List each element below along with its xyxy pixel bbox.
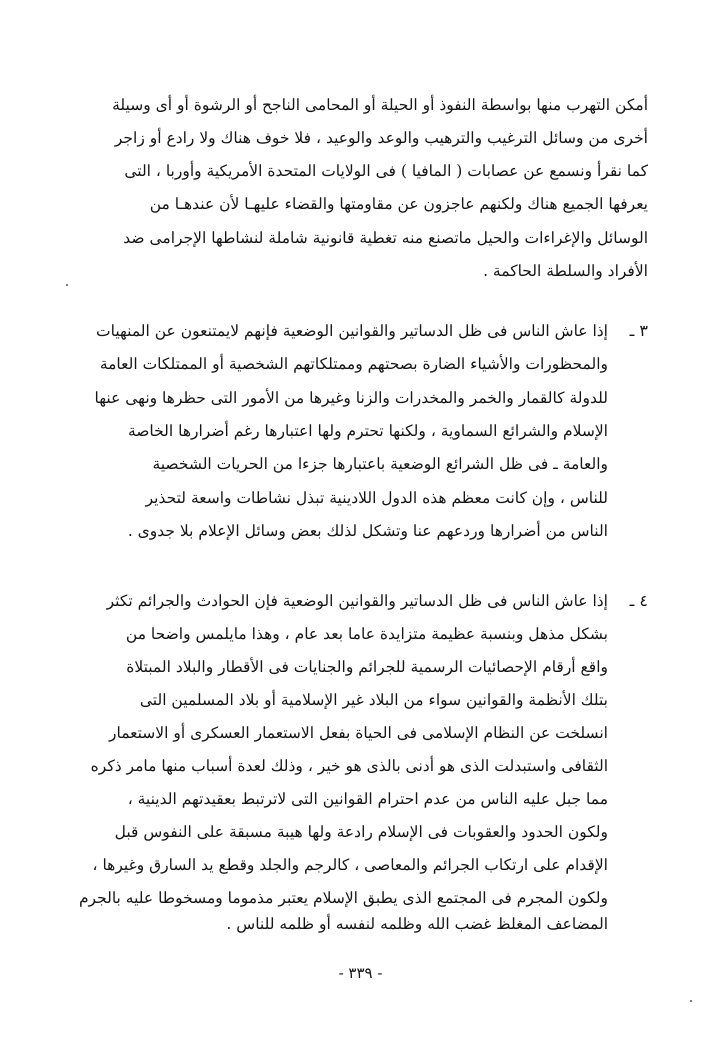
text-line: بتلك الأنظمة والقوانين سواء من البلاد غير الإسلامية أو بلاد المسلمين التى [139, 691, 608, 709]
text-line: كما نقرأ ونسمع عن عصابات ( المافيا ) فى الولايات المتحدة الأمريكية وأوربا ، التى [124, 162, 648, 180]
text-line: الثقافى واستبدلت الذى هو أدنى بالذى هو خير ، وذلك لعدة أسباب منها مامر ذكره [90, 757, 608, 775]
text-line: والمحظورات والأشياء الضارة بصحتهم وممتلكاتهم الشخصية أو الممتلكات العامة [99, 355, 608, 373]
text-line: المضاعف المغلظ غضب الله وظلمه لنفسه أو ظلمه للناس . [226, 915, 608, 933]
scan-speck [690, 1000, 692, 1002]
text-line: أخرى من وسائل الترغيب والترهيب والوعد والوعيد ، فلا خوف هناك ولا رادع أو زاجر [114, 129, 648, 147]
text-line: الوسائل والإغراءات والحيل ماتصنع منه تغطية قانونية شاملة لنشاطها الإجرامى ضد [123, 229, 648, 247]
list-marker: ٣ ـ [629, 321, 648, 340]
text-line: انسلخت عن النظام الإسلامى فى الحياة بفعل الاستعمار العسكرى أو الاستعمار [108, 724, 608, 742]
text-line: إذا عاش الناس فى ظل الدساتير والقوانين الوضعية فإنهم لايمتنعون عن المنهيات [96, 322, 608, 340]
text-line: الإسلام والشرائع السماوية ، ولكنها تحترم ولها اعتبارها رغم أضرارها الخاصة [127, 422, 608, 440]
text-line: أمكن التهرب منها بواسطة النفوذ أو الحيلة أو المحامى الناجح أو الرشوة أو أى وسيلة [112, 96, 648, 114]
page-number: - ٣٣٩ - [338, 964, 383, 982]
text-line: الإقدام على ارتكاب الجرائم والمعاصى ، كالرجم والجلد وقطع يد السارق وغيرها ، [92, 856, 608, 874]
text-line: ولكون الحدود والعقوبات فى الإسلام رادعة ولها هيبة مسبقة على النفوس قبل [114, 823, 608, 841]
text-line: واقع أرقام الإحصائيات الرسمية للجرائم والجنايات فى الأقطار والبلاد المبتلاة [126, 658, 608, 676]
text-line: والعامة ـ فى ظل الشرائع الوضعية باعتبارها جزءا من الحريات الشخصية [152, 455, 608, 473]
text-line: للناس ، وإن كانت معظم هذه الدول اللادينية تبذل نشاطات واسعة لتحذير [145, 489, 608, 507]
text-line: يعرفها الجميع هناك ولكنهم عاجزون عن مقاومتها والقضاء عليهـا لأن عندهـا من [149, 195, 648, 213]
text-line: ولكون المجرم فى المجتمع الذى يطبق الإسلام يعتبر مذموما ومسخوطا عليه بالجرم [78, 889, 608, 907]
text-line: مما جبل عليه الناس من عدم احترام القوانين التى لاترتبط بعقيدتهم الدينية ، [127, 790, 608, 808]
text-line: للدولة كالقمار والخمر والمخدرات والزنا وغيرها من الأمور التى حظرها ونهى عنها [94, 389, 608, 407]
text-line: الأفراد والسلطة الحاكمة . [483, 262, 648, 280]
text-line: إذا عاش الناس فى ظل الدساتير والقوانين الوضعية فإن الحوادث والجرائم تكثر [106, 592, 608, 610]
text-line: بشكل مذهل وبنسبة عظيمة متزايدة عاما بعد عام ، وهذا مايلمس واضحا من [125, 625, 608, 643]
text-line: الناس من أضرارها وردعهم عنا وتشكل لذلك بعض وسائل الإعلام بلا جدوى . [127, 522, 608, 540]
list-marker: ٤ ـ [629, 591, 648, 610]
scan-speck [66, 284, 68, 286]
